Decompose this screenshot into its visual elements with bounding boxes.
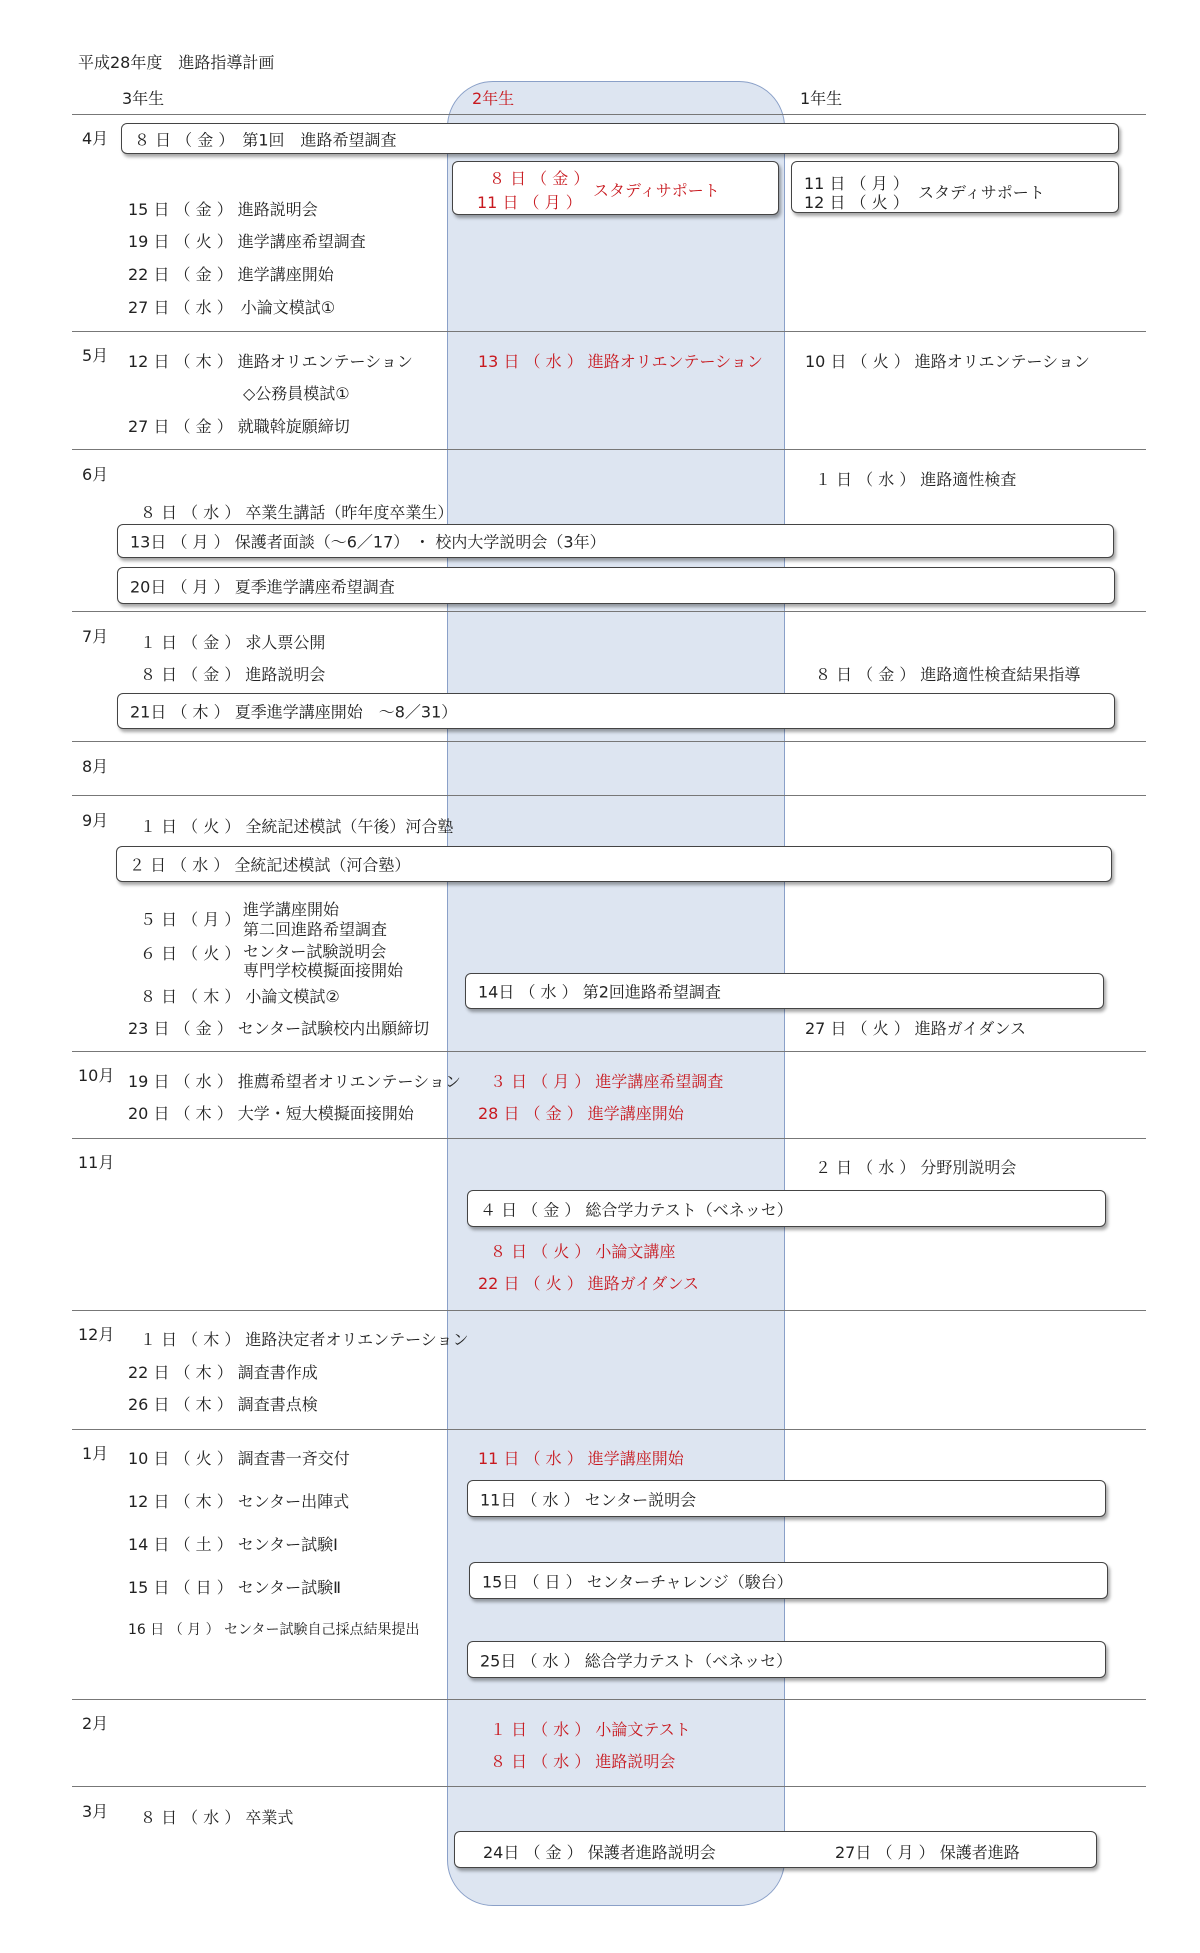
event-text: 25日 （ 水 ） 総合学力テスト（ベネッセ） [480,1651,793,1670]
event-text: 進学講座開始 [243,900,340,919]
event-text: ４ 日 （ 金 ） 総合学力テスト（ベネッセ） [480,1200,793,1219]
month-label: 9月 [82,811,109,830]
rule-feb [72,1699,1146,1700]
month-label: 3月 [82,1802,109,1821]
rule-nov [72,1138,1146,1139]
event-text: 19 日 （ 水 ） 推薦希望者オリエンテーション [128,1072,461,1091]
rule-header [72,114,1146,115]
event-text: 13 日 （ 水 ） 進路オリエンテーション [478,352,763,371]
rule-dec [72,1310,1146,1311]
event-text: ◇公務員模試① [243,384,350,403]
event-text: 20 日 （ 木 ） 大学・短大模擬面接開始 [128,1104,414,1123]
event-box [467,1190,1106,1227]
event-text: 13日 （ 月 ） 保護者面談（～6／17） ・ 校内大学説明会（3年） [130,532,606,552]
month-label: 7月 [82,627,109,646]
event-box [454,1831,1097,1868]
event-text: 24日 （ 金 ） 保護者進路説明会 [483,1843,716,1862]
event-text: １ 日 （ 木 ） 進路決定者オリエンテーション [140,1330,469,1349]
event-text: 15 日 （ 日 ） センター試験Ⅱ [128,1578,342,1597]
event-text: ３ 日 （ 月 ） 進学講座希望調査 [490,1072,724,1091]
event-text: ２ 日 （ 水 ） 分野別説明会 [815,1158,1017,1177]
event-text: １ 日 （ 水 ） 小論文テスト [490,1720,691,1739]
event-text: 11 日 （ 水 ） 進学講座開始 [478,1449,684,1468]
event-text: 26 日 （ 木 ） 調査書点検 [128,1395,318,1414]
event-box [467,1641,1106,1678]
event-text: 21日 （ 木 ） 夏季進学講座開始 ～8／31） [130,702,458,722]
event-text: 23 日 （ 金 ） センター試験校内出願締切 [128,1019,430,1038]
event-text: 16 日 （ 月 ） センター試験自己採点結果提出 [128,1622,420,1638]
rule-jul [72,611,1146,612]
event-text: 第二回進路希望調査 [243,920,388,939]
event-text: 28 日 （ 金 ） 進学講座開始 [478,1104,684,1123]
event-text: ８ 日 （ 水 ） 卒業生講話（昨年度卒業生） [140,503,454,522]
event-date: ８ 日 （ 金 ） [489,169,590,188]
event-text: 22 日 （ 木 ） 調査書作成 [128,1363,318,1382]
event-text: 27日 （ 月 ） 保護者進路 [835,1843,1020,1862]
month-label: 2月 [82,1714,109,1733]
event-text: ８ 日 （ 木 ） 小論文模試② [140,987,340,1006]
event-date: 11 日 （ 月 ） [804,174,909,193]
event-box [121,123,1119,154]
month-label: 10月 [78,1066,115,1085]
event-text: ８ 日 （ 金 ） 進路説明会 [140,665,326,684]
event-box [469,1562,1108,1599]
event-box [116,846,1112,882]
column-header-grade2: 2年生 [472,89,515,108]
event-date: 12 日 （ 火 ） [804,193,909,212]
event-box [117,567,1115,604]
rule-aug [72,741,1146,742]
event-text: ８ 日 （ 火 ） 小論文講座 [490,1242,676,1261]
event-box [117,524,1114,558]
month-label: 8月 [82,757,109,776]
event-text: １ 日 （ 火 ） 全統記述模試（午後）河合塾 [140,817,454,836]
event-text: 11日 （ 水 ） センター説明会 [480,1490,697,1509]
event-text: 14日 （ 水 ） 第2回進路希望調査 [478,982,721,1002]
event-text: 10 日 （ 火 ） 進路オリエンテーション [805,352,1090,371]
event-text: 専門学校模擬面接開始 [243,961,404,980]
event-text: ８ 日 （ 水 ） 卒業式 [140,1808,294,1827]
rule-may [72,331,1146,332]
event-text: 15 日 （ 金 ） 進路説明会 [128,200,318,219]
event-text: 15日 （ 日 ） センターチャレンジ（駿台） [482,1572,793,1591]
month-label: 11月 [78,1153,115,1172]
event-text: スタディサポート [918,183,1045,202]
column-header-grade3: 3年生 [122,89,165,108]
event-box [117,693,1115,729]
event-text: センター試験説明会 [243,942,387,961]
event-text: 12 日 （ 木 ） センター出陣式 [128,1492,350,1511]
event-date: ６ 日 （ 火 ） [140,944,241,963]
event-text: ８ 日 （ 金 ） 進路適性検査結果指導 [815,665,1081,684]
event-text: 22 日 （ 火 ） 進路ガイダンス [478,1274,699,1293]
month-label: 6月 [82,465,109,484]
event-text: 22 日 （ 金 ） 進学講座開始 [128,265,334,284]
event-box [452,161,779,215]
event-text: 12 日 （ 木 ） 進路オリエンテーション [128,352,413,371]
rule-mar [72,1786,1146,1787]
event-text: 27 日 （ 水 ） 小論文模試① [128,298,336,317]
event-text: 19 日 （ 火 ） 進学講座希望調査 [128,232,366,251]
event-box [791,161,1119,213]
event-text: 27 日 （ 金 ） 就職斡旋願締切 [128,417,350,436]
month-label: 12月 [78,1325,115,1344]
rule-jan [72,1429,1146,1430]
month-label: 1月 [82,1444,109,1463]
event-text: １ 日 （ 水 ） 進路適性検査 [815,470,1017,489]
column-header-grade1: 1年生 [800,89,843,108]
page-title: 平成28年度 進路指導計画 [78,53,275,72]
event-text: 20日 （ 月 ） 夏季進学講座希望調査 [130,577,395,596]
event-date: 11 日 （ 月 ） [477,193,582,212]
event-box [467,1480,1106,1517]
event-text: ８ 日 （ 金 ） 第1回 進路希望調査 [134,130,397,149]
rule-sep [72,795,1146,796]
month-label: 4月 [82,129,109,148]
month-label: 5月 [82,346,109,365]
event-text: 10 日 （ 火 ） 調査書一斉交付 [128,1449,350,1468]
event-date: ５ 日 （ 月 ） [140,910,241,929]
rule-jun [72,449,1146,450]
event-text: 14 日 （ 土 ） センター試験Ⅰ [128,1535,338,1554]
event-text: １ 日 （ 金 ） 求人票公開 [140,633,326,652]
event-box [465,973,1104,1009]
event-text: 27 日 （ 火 ） 進路ガイダンス [805,1019,1026,1038]
rule-oct [72,1051,1146,1052]
event-text: ８ 日 （ 水 ） 進路説明会 [490,1752,676,1771]
event-text: スタディサポート [593,181,720,200]
event-text: ２ 日 （ 水 ） 全統記述模試（河合塾） [129,855,411,875]
